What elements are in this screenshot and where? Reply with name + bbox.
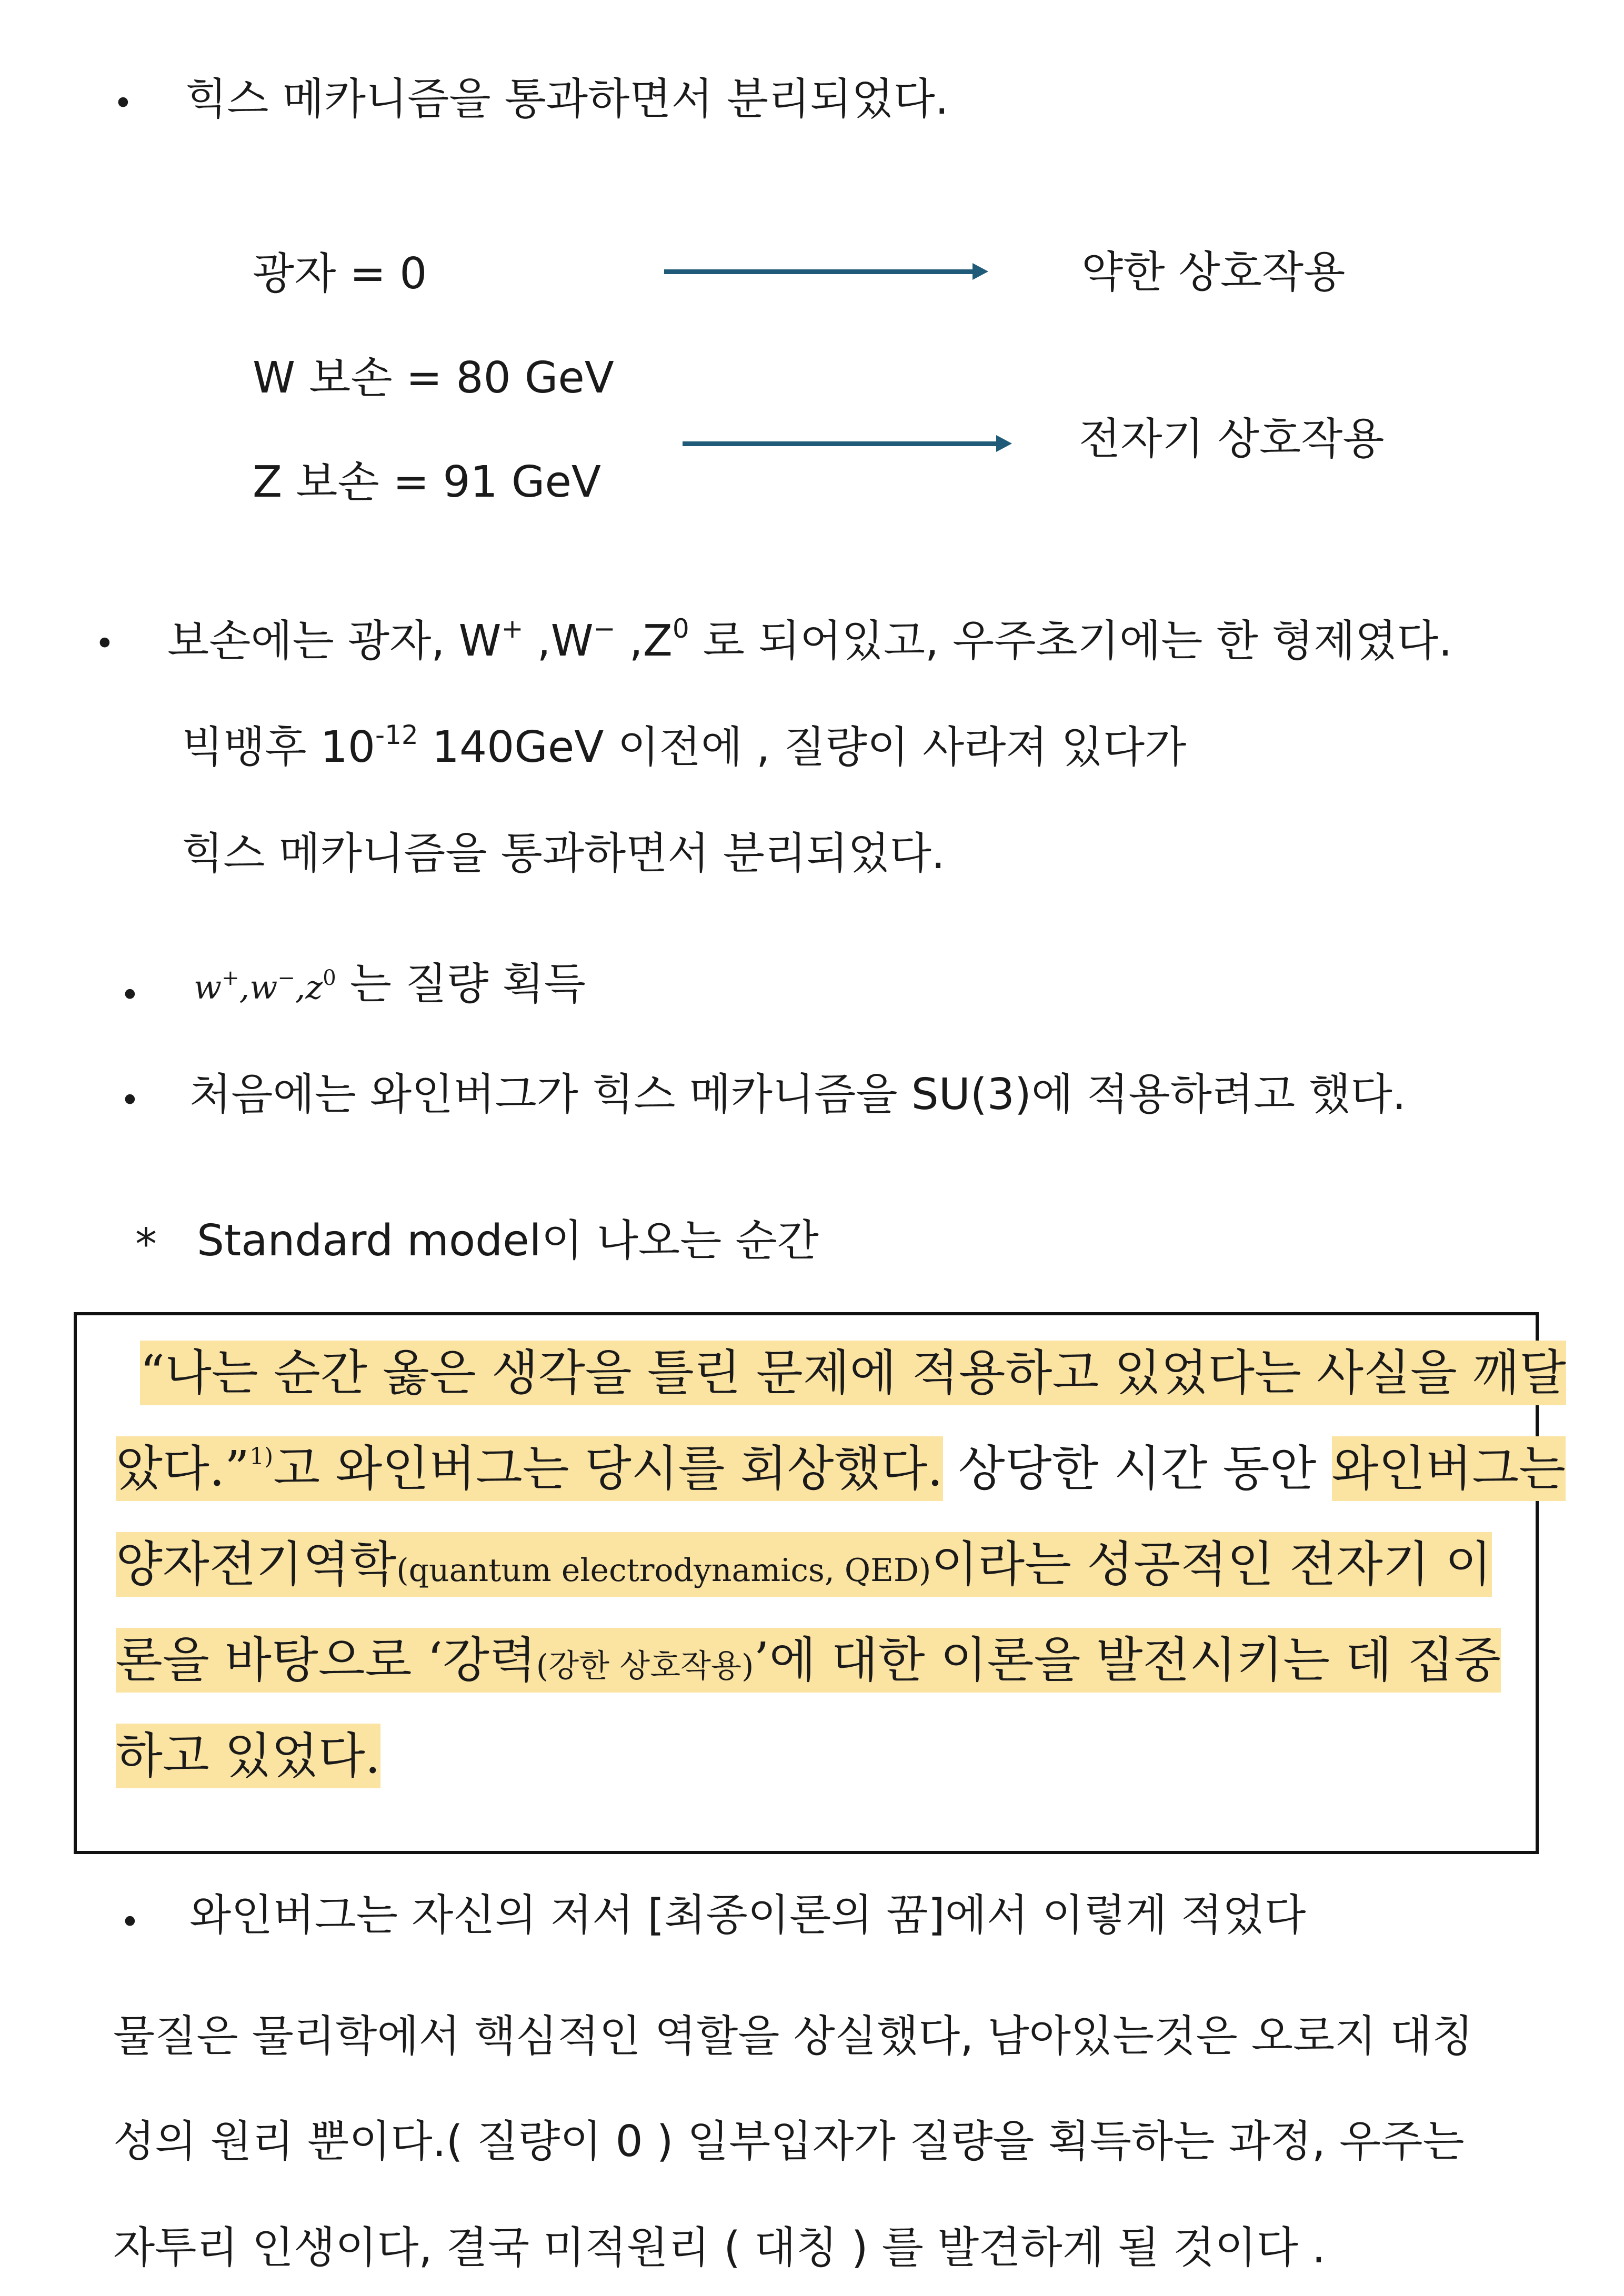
footnote-marker: 1) [249,1443,274,1470]
big-bang-line [182,720,1187,772]
quote-highlight: 양자전기역학(quantum electrodynamics, QED)이라는 성공적인 전자기 이 [116,1532,1492,1597]
w-plus-superscript: + [501,613,524,644]
quote-line-1 [140,1345,1566,1401]
quote-highlight: “나는 순간 옳은 생각을 틀린 문제에 적용하고 있었다는 사실을 깨달 [140,1341,1566,1405]
w-minus-text: ,W [523,616,594,666]
mass-acquire-line [194,959,586,1009]
exponent-superscript: -12 [375,720,418,750]
text-line-higgs-1: 힉스 메카니즘을 통과하면서 분리되었다. [185,74,949,124]
z-zero-superscript: 0 [672,613,689,644]
bullet-marker: • [95,625,115,663]
weak-interaction-label: 약한 상호작용 [1081,247,1346,297]
boson-text-prefix: 보손에는 광자, W [167,616,502,666]
quote-line-3 [116,1536,1492,1593]
closing-line-3: 자투리 인생이다, 결국 미적원리 ( 대칭 ) 를 발견하게 될 것이다 . [113,2223,1326,2273]
weinberg-su3-line: 처음에는 와인버그가 힉스 메카니즘을 SU(3)에 적용하려고 했다. [189,1070,1406,1120]
em-interaction-label: 전자기 상호작용 [1079,414,1385,464]
quote-highlight: 론을 바탕으로 ‘강력(강한 상호작용)’에 대한 이론을 발전시키는 데 집중 [116,1628,1501,1693]
arrow-weak-line [664,269,975,274]
photon-mass-label: 광자 = 0 [253,249,427,299]
text-line-higgs-2: 힉스 메카니즘을 통과하면서 분리되었다. [182,829,945,879]
big-bang-prefix: 빅뱅후 10 [182,722,376,772]
quote-line-5 [116,1728,380,1784]
mass-acquire-text: 는 질량 획득 [336,959,586,1009]
bullet-marker: • [120,976,140,1015]
quote-highlight: 와인버그는 [1332,1436,1566,1501]
bullet-marker: • [120,1903,140,1942]
quote-highlight: 았다.”$^{1)}$고 와인버그는 당시를 회상했다. [116,1436,943,1501]
z-boson-mass-label: Z 보손 = 91 GeV [253,457,601,507]
standard-model-heading: Standard model이 나오는 순간 [197,1216,819,1266]
boson-family-line [167,613,1452,666]
quote-box [74,1312,1566,1854]
arrow-em-head [996,435,1012,452]
weinberg-book-line: 와인버그는 자신의 저서 [최종이론의 꿈]에서 이렇게 적었다 [189,1890,1306,1940]
quote-line-4 [116,1632,1501,1688]
math-boson-symbols: $w^+,w^-,z^0$ [194,966,336,1006]
arrow-em-line [683,441,998,446]
bullet-marker: • [113,84,133,123]
closing-line-1: 물질은 물리학에서 핵심적인 역할을 상실했다, 남아있는것은 오로지 대칭 [113,2011,1473,2061]
arrow-weak-head [973,263,988,280]
closing-line-2: 성의 원리 뿐이다.( 질량이 0 ) 일부입자가 질량을 획득하는 과정, 우주는 [113,2117,1465,2167]
quote-line-2 [116,1441,1566,1497]
star-marker: * [135,1220,157,1270]
w-boson-mass-label: W 보손 = 80 GeV [253,353,614,403]
w-minus-superscript: − [593,613,616,644]
quote-plain-text: 상당한 시간 동안 [943,1441,1332,1497]
quote-highlight: 하고 있었다. [116,1724,380,1788]
z-text: ,Z [615,616,673,666]
boson-text-suffix: 로 되어있고, 우주초기에는 한 형제였다. [689,616,1452,666]
big-bang-suffix: 140GeV 이전에 , 질량이 사라져 있다가 [418,722,1187,772]
bullet-marker: • [120,1081,140,1120]
